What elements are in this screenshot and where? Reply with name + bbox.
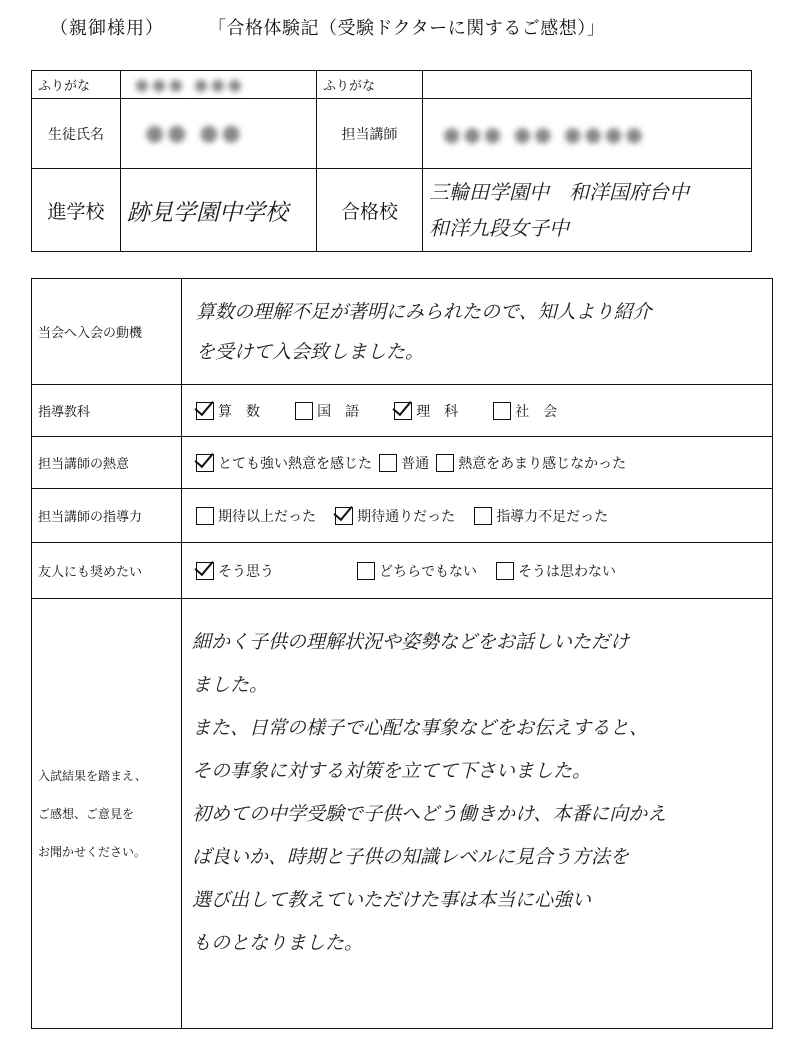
- subject-label: 指導教科: [32, 385, 182, 437]
- furigana-label: ふりがな: [32, 71, 121, 99]
- tutor-value: ●●● ●● ●●●●: [443, 121, 646, 146]
- option-disagree[interactable]: そうは思わない: [496, 561, 616, 581]
- option-as-expected[interactable]: 期待通りだった: [335, 506, 455, 526]
- passed-line-2: 和洋九段女子中: [429, 216, 569, 240]
- comment-label-line-1: 入試結果を踏まえ、: [38, 768, 147, 783]
- comment-text: [182, 599, 772, 965]
- checkbox-normal-passion[interactable]: [379, 454, 397, 472]
- ability-options: [182, 489, 773, 543]
- comment-line: ました。: [192, 674, 269, 696]
- header-title: 「合格体験記（受験ドクターに関するご感想）」: [208, 18, 606, 39]
- option-above-expectation[interactable]: 期待以上だった: [196, 506, 316, 526]
- checkbox-social[interactable]: [493, 402, 511, 420]
- comment-line: 選び出して教えていただけた事は本当に心強い: [192, 889, 592, 911]
- comment-line: ものとなりました。: [192, 932, 364, 954]
- checkbox-insufficient[interactable]: [474, 507, 492, 525]
- tutor-furigana-value: [423, 71, 752, 99]
- tutor-label: 担当講師: [317, 99, 423, 169]
- school-label: 進学校: [32, 169, 121, 252]
- header-parent-label: （親御様用）: [50, 18, 164, 39]
- checkbox-math[interactable]: [196, 402, 214, 420]
- checkbox-japanese[interactable]: [295, 402, 313, 420]
- option-insufficient[interactable]: 指導力不足だった: [474, 506, 608, 526]
- comment-label-line-3: お聞かせください。: [38, 844, 147, 859]
- option-social[interactable]: 社 会: [493, 401, 557, 421]
- student-name-value: ●● ●●: [145, 121, 244, 146]
- checkbox-weak-passion[interactable]: [436, 454, 454, 472]
- option-japanese[interactable]: 国 語: [295, 401, 359, 421]
- option-normal-passion[interactable]: 普通: [379, 453, 429, 473]
- passion-options: [182, 437, 773, 489]
- option-weak-passion[interactable]: 熱意をあまり感じなかった: [436, 453, 626, 473]
- checkbox-disagree[interactable]: [496, 562, 514, 580]
- checkbox-science[interactable]: [394, 402, 412, 420]
- passed-line-1: 三輪田学園中 和洋国府台中: [429, 180, 689, 204]
- student-info-table: [31, 70, 752, 252]
- tutor-furigana-label: ふりがな: [317, 71, 423, 99]
- comment-label: [32, 599, 182, 1029]
- comment-line: また、日常の様子で心配な事象などをお伝えすると、: [192, 717, 649, 739]
- checkbox-agree[interactable]: [196, 562, 214, 580]
- survey-table: [31, 278, 773, 1029]
- comment-label-line-2: ご感想、ご意見を: [38, 806, 135, 821]
- recommend-options: [182, 543, 773, 599]
- subject-options: [182, 385, 773, 437]
- comment-line: ば良いか、時期と子供の知識レベルに見合う方法を: [192, 846, 630, 868]
- passion-label: 担当講師の熱意: [32, 437, 182, 489]
- school-value: 跡見学園中学校: [121, 169, 317, 252]
- recommend-label: 友人にも奨めたい: [32, 543, 182, 599]
- checkbox-strong-passion[interactable]: [196, 454, 214, 472]
- student-name-label: 生徒氏名: [32, 99, 121, 169]
- option-strong-passion[interactable]: とても強い熱意を感じた: [196, 453, 372, 473]
- comment-area: [182, 599, 773, 1029]
- checkbox-as-expected[interactable]: [335, 507, 353, 525]
- comment-line: その事象に対する対策を立てて下さいました。: [192, 760, 592, 782]
- motive-label: 当会へ入会の動機: [32, 279, 182, 385]
- comment-line: 細かく子供の理解状況や姿勢などをお話しいただけ: [192, 631, 630, 653]
- option-math[interactable]: 算 数: [196, 401, 260, 421]
- motive-line-2: を受けて入会致しました。: [196, 340, 425, 363]
- comment-line: 初めての中学受験で子供へどう働きかけ、本番に向かえ: [192, 803, 667, 825]
- checkbox-neutral[interactable]: [357, 562, 375, 580]
- furigana-value: ●●● ●●●: [135, 75, 245, 94]
- checkbox-above-expectation[interactable]: [196, 507, 214, 525]
- passed-label: 合格校: [317, 169, 423, 252]
- option-neutral[interactable]: どちらでもない: [357, 561, 477, 581]
- motive-line-1: 算数の理解不足が著明にみられたので、知人より紹介: [196, 300, 652, 323]
- option-science[interactable]: 理 科: [394, 401, 458, 421]
- ability-label: 担当講師の指導力: [32, 489, 182, 543]
- option-agree[interactable]: そう思う: [196, 561, 274, 581]
